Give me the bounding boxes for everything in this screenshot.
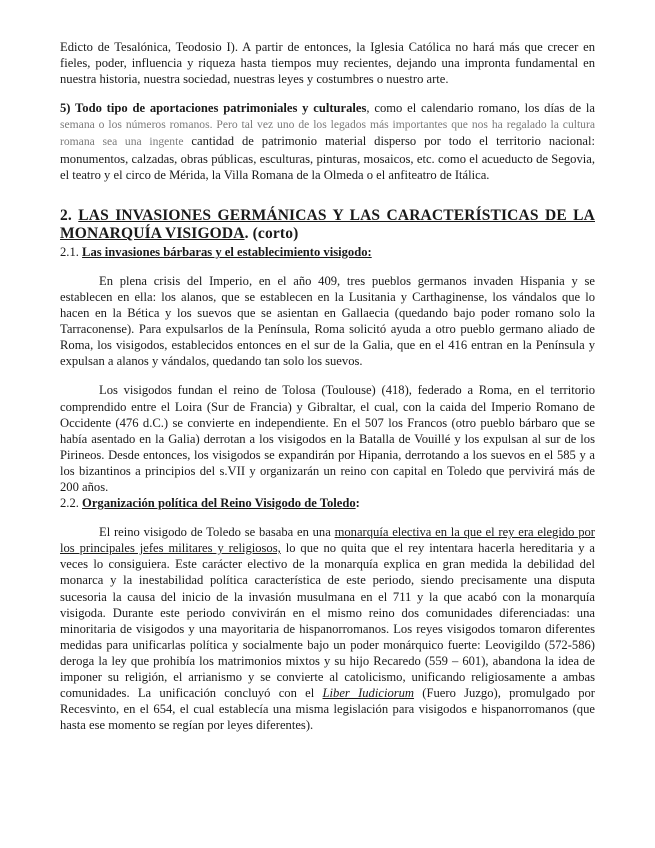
subsection-2-2-text-start: El reino visigodo de Toledo se basaba en una	[99, 525, 335, 540]
subsection-2-2-title: Organización política del Reino Visigodo de Toledo	[82, 496, 356, 511]
point-5-text-b: cantidad de patrimonio material disperso por todo el territorio nacional: monumentos, calzadas, obras públicas, esculturas, pinturas, mosaicos, etc. como el acueducto de Segovia, el teatro y el circo de Mérida, la Villa Romana de la Olmeda o el anfiteatro de Itálica.	[60, 134, 595, 182]
section-2-number: 2.	[60, 206, 79, 224]
subsection-2-2-colon: :	[355, 496, 360, 511]
subsection-2-2-number: 2.2.	[60, 496, 83, 511]
subsection-2-2-heading	[60, 495, 595, 511]
section-2-heading	[60, 207, 595, 244]
point-5-paragraph	[60, 100, 595, 182]
subsection-2-1-heading	[60, 244, 595, 260]
point-5-faded-text: semana o los números romanos. Pero tal vez uno de los legados más importantes que nos ha regalado la cultura romana sea una ingente	[60, 118, 595, 149]
intro-paragraph: Edicto de Tesalónica, Teodosio I). A partir de entonces, la Iglesia Católica no hará más que crecer en fieles, poder, influencia y riqueza hasta tiempos muy recientes, dejando una impronta fundamental en nuestra historia, nuestra sociedad, nuestras leyes y costumbres o nuestro arte.	[60, 40, 595, 87]
document-body	[60, 39, 595, 733]
subsection-2-2-text-end: (Fuero Juzgo), promulgado por Recesvinto, en el 654, el cual establecía una misma legislación para visigodos e hispanorromanos (que hasta ese momento se regían por leyes diferentes).	[60, 686, 596, 733]
subsection-2-2-text-middle: lo que no quita que el rey intentara hacerla hereditaria y a veces lo consiguiera. Este carácter electivo de la monarquía explica en gran medida la debilidad del monarca y la inestabilidad política característica de este periodo, siendo precisamente una disputa sucesoria la causa del inicio de la invasión musulmana en el 711 y la que acabó con la monarquía visigoda. Durante este periodo convivirán en el mismo reino dos comunidades diferenciadas: una minoritaria de visigodos y una mayoritaria de hispanorromanos. Los reyes visigodos tomaron diferentes medidas para unificarlas política y socialmente bajo un poder monárquico fuerte: Leovigildo (572-586) deroga la ley que prohibía los matrimonios mixtos y su hijo Recaredo (559 – 601), abandona la idea de imponer su religión, el arrianismo y se convierte al catolicismo, unificando religiosamente a ambas comunidades. La unificación concluyó con el	[60, 541, 595, 701]
point-5-text-a: , como el calendario romano, los días de la	[366, 101, 595, 116]
section-2-title: LAS INVASIONES GERMÁNICAS Y LAS CARACTERÍSTICAS DE LA MONARQUÍA VISIGODA	[60, 206, 595, 243]
liber-iudiciorum-title: Liber Iudiciorum	[322, 686, 415, 701]
subsection-2-2-underlined-text: monarquía electiva en la que el rey era elegido por los principales jefes militares y religiosos,	[60, 525, 595, 556]
subsection-2-1-title: Las invasiones bárbaras y el establecimiento visigodo:	[82, 244, 372, 259]
subsection-2-1-paragraph-1: En plena crisis del Imperio, en el año 409, tres pueblos germanos invaden Hispania y se establecen en ella: los alanos, que se establecen en la Lusitania y Carthaginense, los vándalos que lo hacen en la Bética y los suevos que se asientan en Gallaecia (quedando bajo poder romano solo la Tarraconense). Para expulsarlos de la Península, Roma solicitó ayuda a otro pueblo germano aliado de Roma, los visigodos, establecidos entonces en el sur de la Galia, que en el 416 entran en la Península y expulsan a alanos y vándalos, quedando tan solo los suevos.	[60, 273, 595, 369]
section-2-suffix: . (corto)	[244, 225, 299, 243]
subsection-2-2-paragraph	[60, 524, 595, 733]
subsection-2-1-paragraph-2: Los visigodos fundan el reino de Tolosa (Toulouse) (418), federado a Roma, en el territorio comprendido entre el Loira (Sur de Francia) y Gibraltar, el cual, con la caida del Imperio Romano de Occidente (476 d.C.) se convierte en independiente. En el 507 los Francos (otro pueblo bárbaro que se había asentado en la Galia) derrotan a los visigodos en la Batalla de Vouillé y los expulsan al sur de los Pirineos. Desde entonces, los visigodos se expandirán por Hipania, derrotando a los suevos en el 585 y a los bizantinos a principios del s.VII y organizarán un reino con capital en Toledo que pervivirá más de 200 años.	[60, 383, 595, 494]
subsection-2-1-number: 2.1.	[60, 244, 83, 259]
point-5-heading: 5) Todo tipo de aportaciones patrimoniales y culturales	[60, 101, 367, 116]
